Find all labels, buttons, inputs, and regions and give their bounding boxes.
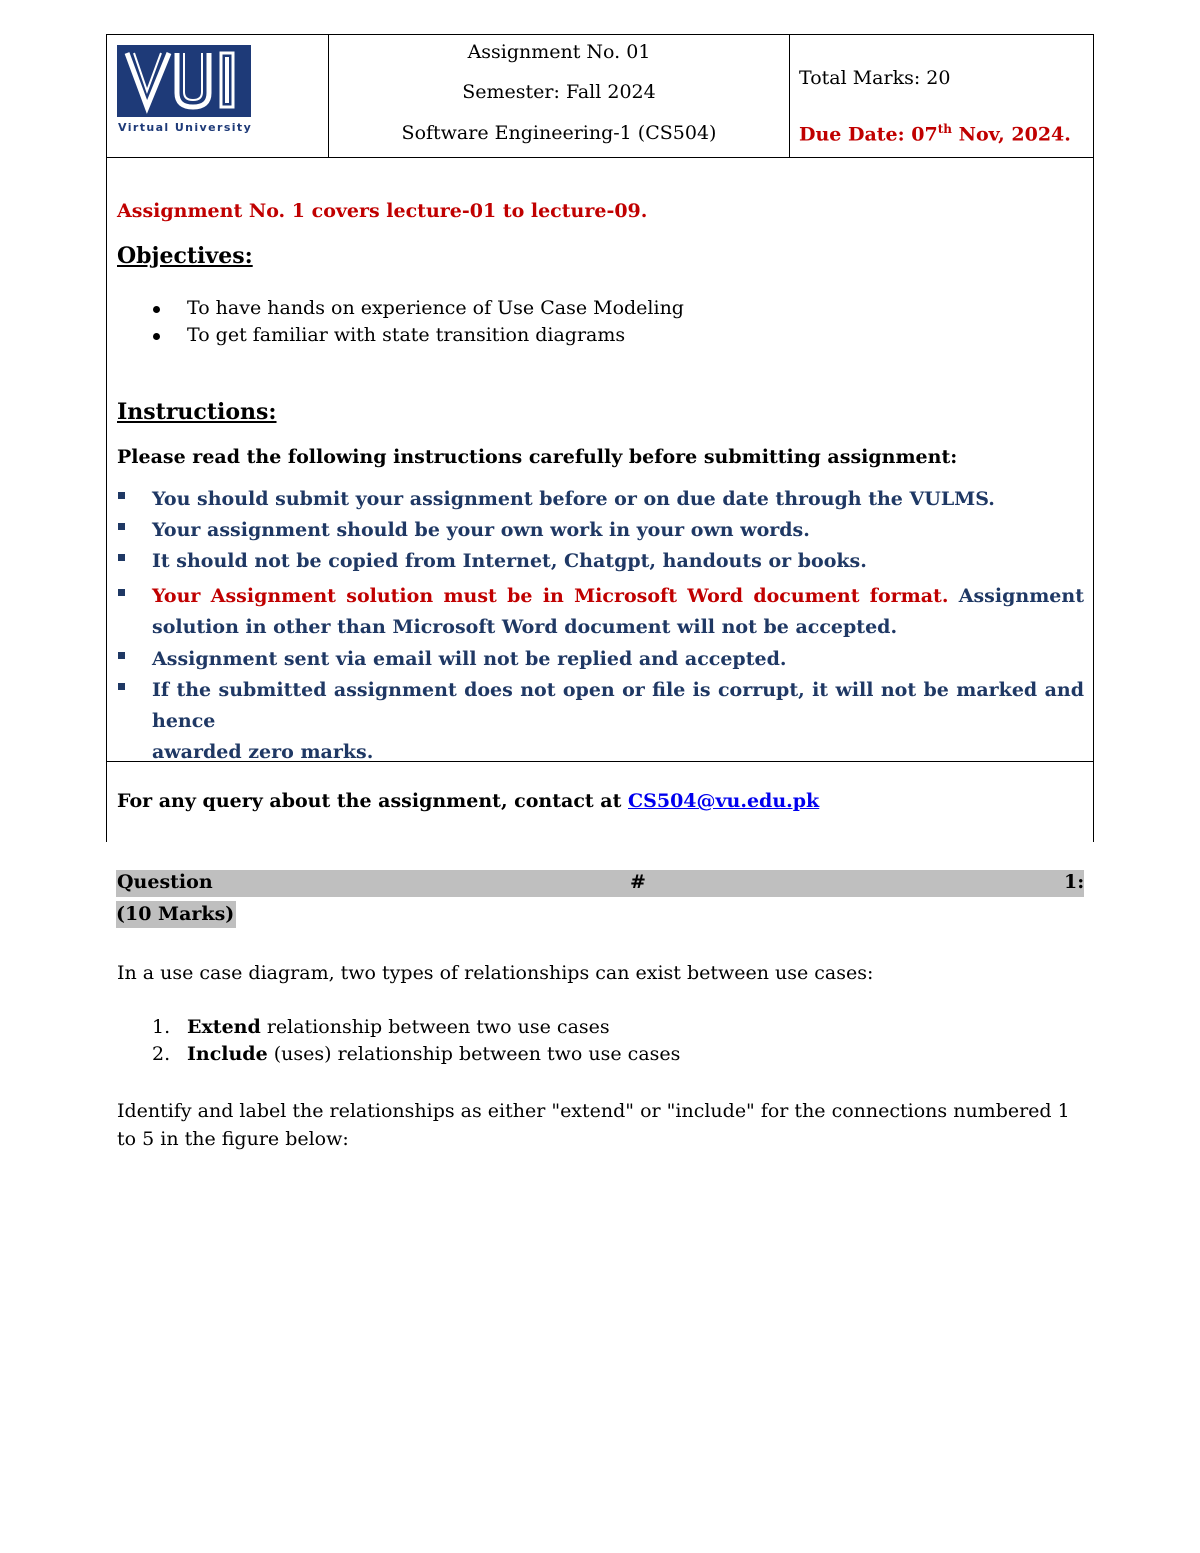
format-tail: Assignment	[948, 585, 1084, 607]
contact-email-link[interactable]: CS504@vu.edu.pk	[628, 790, 820, 812]
due-date-sup: th	[937, 122, 952, 136]
list-item-rest: (uses) relationship between two use cases	[267, 1043, 681, 1065]
instruction-item-format	[152, 581, 1084, 643]
question-header-bar	[116, 870, 1084, 897]
list-item-include	[187, 1043, 680, 1065]
instruction-item: You should submit your assignment before or on due date through the VULMS.	[152, 488, 995, 510]
bullet-icon	[153, 306, 160, 313]
total-marks: Total Marks: 20	[799, 67, 951, 89]
format-line-2: solution in other than Microsoft Word document will not be accepted.	[152, 616, 898, 638]
square-bullet-icon	[118, 492, 125, 499]
question-task: Identify and label the relationships as either "extend" or "include" for the connections numbered 1 to 5 in the figure below:	[117, 1100, 1070, 1150]
logo-cell	[107, 35, 329, 157]
list-item-bold: Extend	[187, 1016, 261, 1038]
bullet-icon	[153, 333, 160, 340]
list-number: 1.	[152, 1016, 171, 1038]
assignment-number: Assignment No. 01	[467, 41, 651, 63]
vu-logo-icon	[117, 45, 251, 117]
format-line-1	[152, 581, 1084, 612]
objective-item: To have hands on experience of Use Case Modeling	[187, 297, 684, 319]
square-bullet-icon	[118, 683, 125, 690]
list-item-extend	[187, 1016, 610, 1038]
instruction-item: It should not be copied from Internet, Chatgpt, handouts or books.	[152, 550, 867, 572]
instructions-intro: Please read the following instructions carefully before submitting assignment:	[117, 446, 958, 468]
due-date-prefix: Due Date: 07	[799, 123, 938, 146]
due-date-suffix: Nov, 2024.	[952, 123, 1071, 146]
contact-line	[117, 790, 819, 812]
logo-caption: Virtual University	[118, 121, 253, 134]
course-name: Software Engineering-1 (CS504)	[401, 122, 717, 144]
question-number: 1:	[1064, 871, 1085, 893]
objectives-heading: Objectives:	[117, 243, 253, 269]
square-bullet-icon	[118, 589, 125, 596]
instruction-item: Your assignment should be your own work in your own words.	[152, 519, 810, 541]
header-table	[106, 34, 1094, 158]
question-marks: (10 Marks)	[116, 901, 236, 928]
marks-cell	[790, 35, 1093, 157]
square-bullet-icon	[118, 652, 125, 659]
title-cell	[329, 35, 790, 157]
question-intro: In a use case diagram, two types of relationships can exist between use cases:	[117, 962, 874, 984]
contact-prefix: For any query about the assignment, contact at	[117, 790, 628, 812]
lecture-coverage: Assignment No. 1 covers lecture-01 to lecture-09.	[117, 200, 648, 222]
list-item-rest: relationship between two use cases	[260, 1016, 610, 1038]
instruction-item-corrupt	[152, 675, 1084, 768]
question-label: Question	[117, 871, 213, 893]
instructions-heading: Instructions:	[117, 399, 277, 425]
corrupt-line-2: awarded zero marks.	[152, 741, 374, 763]
format-requirement-red: Your Assignment solution must be in Microsoft Word document format.	[152, 585, 949, 607]
vu-logo	[117, 45, 251, 117]
corrupt-line-1: If the submitted assignment does not open or file is corrupt, it will not be marked and hence	[152, 679, 1084, 732]
due-date	[799, 122, 1071, 145]
objective-item: To get familiar with state transition diagrams	[187, 324, 626, 346]
list-number: 2.	[152, 1043, 171, 1065]
list-item-bold: Include	[187, 1043, 268, 1065]
instruction-item: Assignment sent via email will not be replied and accepted.	[152, 648, 787, 670]
question-hash: #	[630, 871, 646, 893]
semester: Semester: Fall 2024	[462, 81, 656, 103]
square-bullet-icon	[118, 523, 125, 530]
square-bullet-icon	[118, 554, 125, 561]
